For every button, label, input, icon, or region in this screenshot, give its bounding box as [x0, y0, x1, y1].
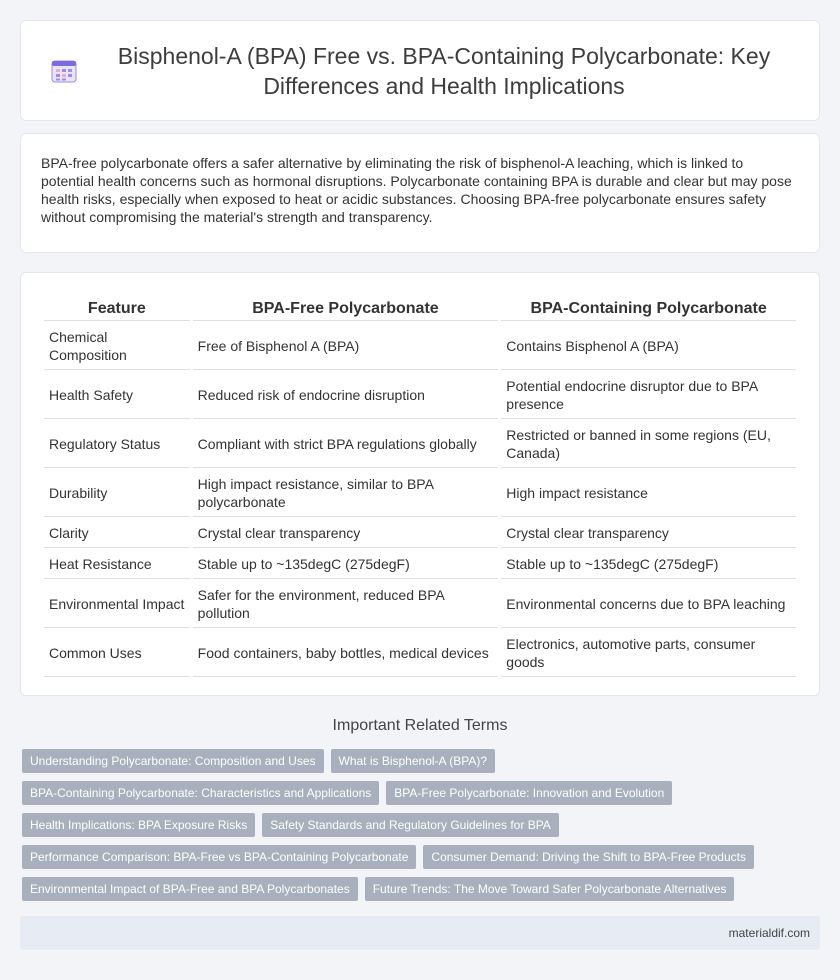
related-term-link[interactable]: Health Implications: BPA Exposure Risks — [22, 813, 255, 837]
table-cell: Crystal clear transparency — [193, 519, 499, 548]
table-cell: Chemical Composition — [44, 323, 190, 370]
table-row — [44, 519, 796, 548]
table-cell: Durability — [44, 470, 190, 517]
related-terms-list — [22, 749, 812, 909]
related-term-link[interactable]: Future Trends: The Move Toward Safer Polycarbonate Alternatives — [365, 877, 735, 901]
table-cell: Health Safety — [44, 372, 190, 419]
table-cell: Compliant with strict BPA regulations globally — [193, 421, 499, 468]
table-row — [44, 581, 796, 628]
comparison-table-card — [20, 272, 820, 696]
table-cell: High impact resistance — [501, 470, 796, 517]
table-cell: Common Uses — [44, 630, 190, 677]
table-cell: Environmental Impact — [44, 581, 190, 628]
related-term-link[interactable]: Consumer Demand: Driving the Shift to BPA-Free Products — [423, 845, 754, 869]
column-header: BPA-Free Polycarbonate — [193, 298, 499, 321]
related-terms-heading: Important Related Terms — [332, 717, 508, 734]
related-term-link[interactable]: Safety Standards and Regulatory Guidelines for BPA — [262, 813, 559, 837]
column-header: BPA-Containing Polycarbonate — [501, 298, 796, 321]
footer — [20, 916, 820, 950]
related-term-link[interactable]: What is Bisphenol-A (BPA)? — [331, 749, 496, 773]
table-row — [44, 470, 796, 517]
table-cell: Reduced risk of endocrine disruption — [193, 372, 499, 419]
related-term-link[interactable]: BPA-Free Polycarbonate: Innovation and Evolution — [386, 781, 672, 805]
related-term-link[interactable]: Understanding Polycarbonate: Composition and Uses — [22, 749, 324, 773]
table-row — [44, 372, 796, 419]
table-cell: Contains Bisphenol A (BPA) — [501, 323, 796, 370]
table-cell: Safer for the environment, reduced BPA pollution — [193, 581, 499, 628]
table-cell: Regulatory Status — [44, 421, 190, 468]
related-term-link[interactable]: Environmental Impact of BPA-Free and BPA Polycarbonates — [22, 877, 358, 901]
table-row — [44, 421, 796, 468]
table-cell: Food containers, baby bottles, medical devices — [193, 630, 499, 677]
page-title: Bisphenol-A (BPA) Free vs. BPA-Containing Polycarbonate: Key Differences and Health Implications — [117, 42, 771, 99]
related-term-link[interactable]: Performance Comparison: BPA-Free vs BPA-Containing Polycarbonate — [22, 845, 416, 869]
table-cell: Stable up to ~135degC (275degF) — [193, 550, 499, 579]
table-cell: Clarity — [44, 519, 190, 548]
summary-paragraph: BPA-free polycarbonate offers a safer alternative by eliminating the risk of bisphenol-A leaching, which is linked to potential health concerns such as hormonal disruptions. Polycarbonate containing BPA is durable and clear but may pose health risks, especially when exposed to heat or acidic substances. Choosing BPA-free polycarbonate ensures safety without compromising the material's strength and transparency. — [41, 155, 792, 225]
table-cell: Restricted or banned in some regions (EU, Canada) — [501, 421, 796, 468]
summary-card — [20, 133, 820, 253]
table-row — [44, 630, 796, 677]
table-row — [44, 323, 796, 370]
table-cell: Environmental concerns due to BPA leaching — [501, 581, 796, 628]
table-icon — [51, 58, 77, 84]
table-cell: Free of Bisphenol A (BPA) — [193, 323, 499, 370]
table-header-row — [44, 298, 796, 321]
header-card — [20, 20, 820, 121]
site-name[interactable]: materialdif.com — [728, 926, 810, 940]
table-cell: Stable up to ~135degC (275degF) — [501, 550, 796, 579]
table-cell: Crystal clear transparency — [501, 519, 796, 548]
comparison-table — [41, 296, 799, 679]
column-header: Feature — [44, 298, 190, 321]
related-term-link[interactable]: BPA-Containing Polycarbonate: Characteristics and Applications — [22, 781, 379, 805]
table-cell: Heat Resistance — [44, 550, 190, 579]
table-cell: Potential endocrine disruptor due to BPA presence — [501, 372, 796, 419]
table-row — [44, 550, 796, 579]
table-cell: High impact resistance, similar to BPA polycarbonate — [193, 470, 499, 517]
table-cell: Electronics, automotive parts, consumer goods — [501, 630, 796, 677]
